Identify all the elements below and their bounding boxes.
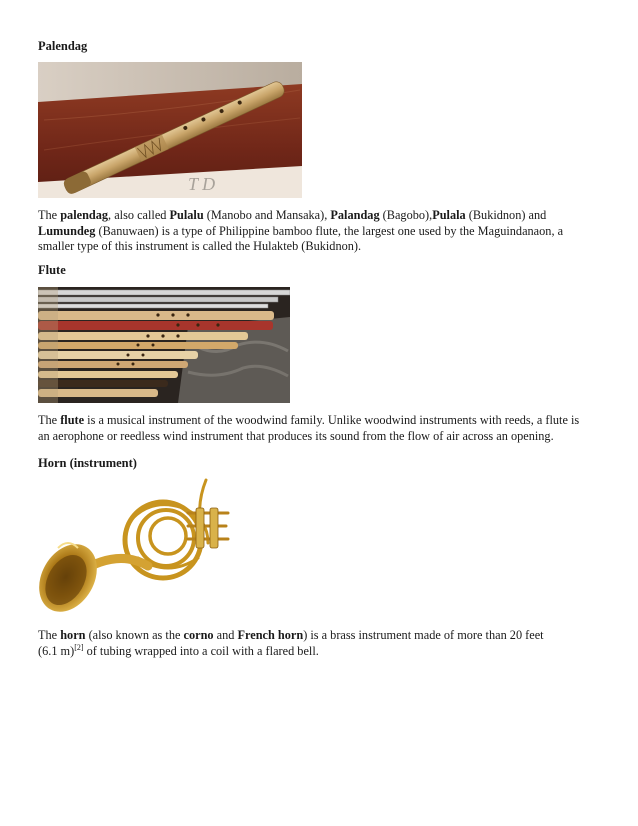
section-heading-horn: Horn (instrument) (38, 456, 137, 470)
bold-term: Pulalu (169, 208, 204, 222)
bold-term: horn (60, 628, 86, 642)
flute-paragraph (38, 413, 598, 444)
text-run: The (38, 413, 61, 427)
bold-term: palendag (60, 208, 109, 222)
text-run: The (38, 208, 61, 222)
image-letters: T D (188, 174, 216, 194)
text-run: of tubing wrapped into a coil with a flared bell. (83, 643, 319, 658)
text-run: and (213, 628, 238, 642)
text-run: (Banuwaen) is a type of Philippine bamboo flute, the largest one used by the Maguindanaon, a (95, 223, 564, 238)
bold-term: flute (60, 413, 85, 427)
text-run: , also called (108, 208, 170, 222)
palendag-image (38, 62, 302, 198)
text-run: (Bukidnon) and (465, 208, 547, 222)
text-run: (Manobo and Mansaka), (203, 208, 331, 222)
horn-paragraph (38, 628, 598, 659)
bold-term: Lumundeg (38, 223, 96, 238)
palendag-paragraph (38, 208, 598, 255)
bold-term: corno (183, 628, 214, 642)
bold-term: Palandag (330, 208, 380, 222)
text-run: smaller type of this instrument is called the Hulakteb (Bukidnon). (38, 239, 362, 253)
french-horn-image (38, 478, 238, 618)
text-run: an aerophone or reedless wind instrument that produces its sound from the flow of air across an opening. (38, 428, 554, 443)
bold-term: Pulala (432, 208, 466, 222)
text-run: (6.1 m) (38, 643, 75, 658)
section-heading-palendag: Palendag (38, 39, 88, 53)
text-run: The (38, 628, 61, 642)
text-run: ) is a brass instrument made of more than 20 feet (303, 628, 544, 642)
section-heading-flute: Flute (38, 263, 66, 277)
text-run: (Bagobo), (379, 208, 433, 222)
bold-term: French horn (237, 628, 304, 642)
citation-superscript[interactable]: [2] (74, 642, 84, 652)
flute-image (38, 287, 290, 403)
text-run: is a musical instrument of the woodwind family. Unlike woodwind instruments with reeds, a flute is (84, 413, 580, 427)
text-run: (also known as the (85, 628, 184, 642)
